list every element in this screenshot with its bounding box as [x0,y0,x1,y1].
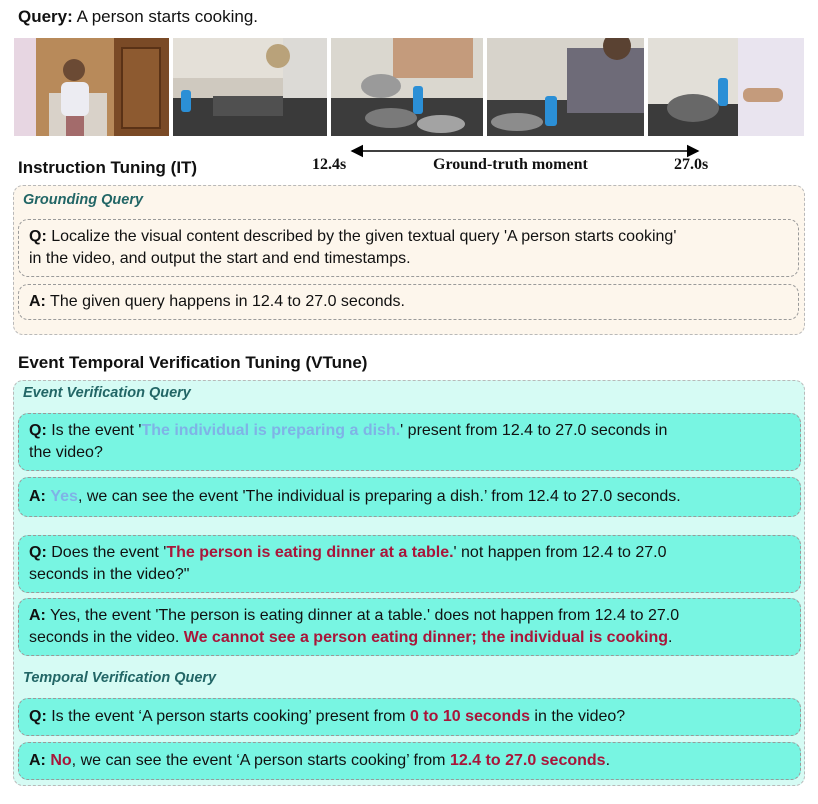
event-verification-label: Event Verification Query [23,385,191,401]
it-question-box [18,219,799,277]
vt-a2-text-1: Yes, the event 'The person is eating dinner at a table.' does not happen from 12.4 to 27.0 [50,607,680,624]
it-title: Instruction Tuning (IT) [18,158,198,177]
vt-a1-lead: A: [29,488,46,505]
video-frame-2 [173,38,327,136]
timeline-end: 27.0s [674,156,709,173]
vt-q3-box [18,698,801,736]
vt-title: Event Temporal Verification Tuning (VTune) [18,353,368,372]
vt-q1-box [18,413,801,471]
vt-q3-pre: Is the event ‘A person starts cooking’ present from [51,708,410,725]
vt-a2-lead: A: [29,607,46,624]
vt-q1-post-2: the video? [29,444,103,461]
vt-a2-highlight: We cannot see a person eating dinner; the individual is cooking [183,629,668,646]
vt-a3-lead: A: [29,752,46,769]
it-answer-box [18,284,799,320]
ground-truth-timeline [312,144,732,184]
vt-q2-lead: Q: [29,544,47,561]
vt-a2-end: . [668,629,673,646]
query-line [18,7,258,27]
vt-q3-lead: Q: [29,708,47,725]
video-frame-1 [14,38,169,136]
query-label: Query: [18,7,73,26]
vt-a2-box [18,598,801,656]
vt-q2-post-1: ' not happen from 12.4 to 27.0 [453,544,667,561]
grounding-query-label: Grounding Query [23,192,144,208]
video-frame-5 [648,38,804,136]
vt-a3-highlight-2: 12.4 to 27.0 seconds [449,752,606,769]
it-a-text: The given query happens in 12.4 to 27.0 seconds. [50,293,405,310]
vt-a3-box [18,742,801,780]
vt-q1-pre: Is the event ' [51,422,142,439]
vt-q2-post-2: seconds in the video?" [29,566,190,583]
vt-q3-highlight: 0 to 10 seconds [409,708,530,725]
video-frames [14,38,804,136]
it-a-lead: A: [29,293,46,310]
vt-a1-box [18,477,801,517]
vt-q3-post: in the video? [529,708,626,725]
timeline-start: 12.4s [312,156,347,173]
temporal-verification-label: Temporal Verification Query [23,670,217,686]
video-frame-3 [331,38,483,136]
vt-q2-highlight: The person is eating dinner at a table. [166,544,454,561]
vt-q2-pre: Does the event ' [51,544,167,561]
vt-a1-highlight: Yes [50,488,78,505]
video-frame-4 [487,38,644,136]
vt-a1-rest: , we can see the event 'The individual is preparing a dish.’ from 12.4 to 27.0 seconds. [77,488,681,505]
timeline-label: Ground-truth moment [433,156,588,173]
vt-a2-text-2: seconds in the video. [29,629,184,646]
it-q-lead: Q: [29,228,47,245]
vt-q1-highlight: The individual is preparing a dish. [141,422,401,439]
vt-a3-end: . [605,752,611,769]
vt-a3-mid: , we can see the event ‘A person starts cooking’ from [71,752,450,769]
it-q-text-2: in the video, and output the start and end timestamps. [29,250,411,267]
vt-q1-lead: Q: [29,422,47,439]
vt-q1-post-1: ' present from 12.4 to 27.0 seconds in [400,422,668,439]
vt-q2-box [18,535,801,593]
vt-a3-highlight-1: No [50,752,72,769]
it-q-text-1: Localize the visual content described by the given textual query 'A person starts cooking' [51,228,677,245]
query-text: A person starts cooking. [76,7,259,26]
